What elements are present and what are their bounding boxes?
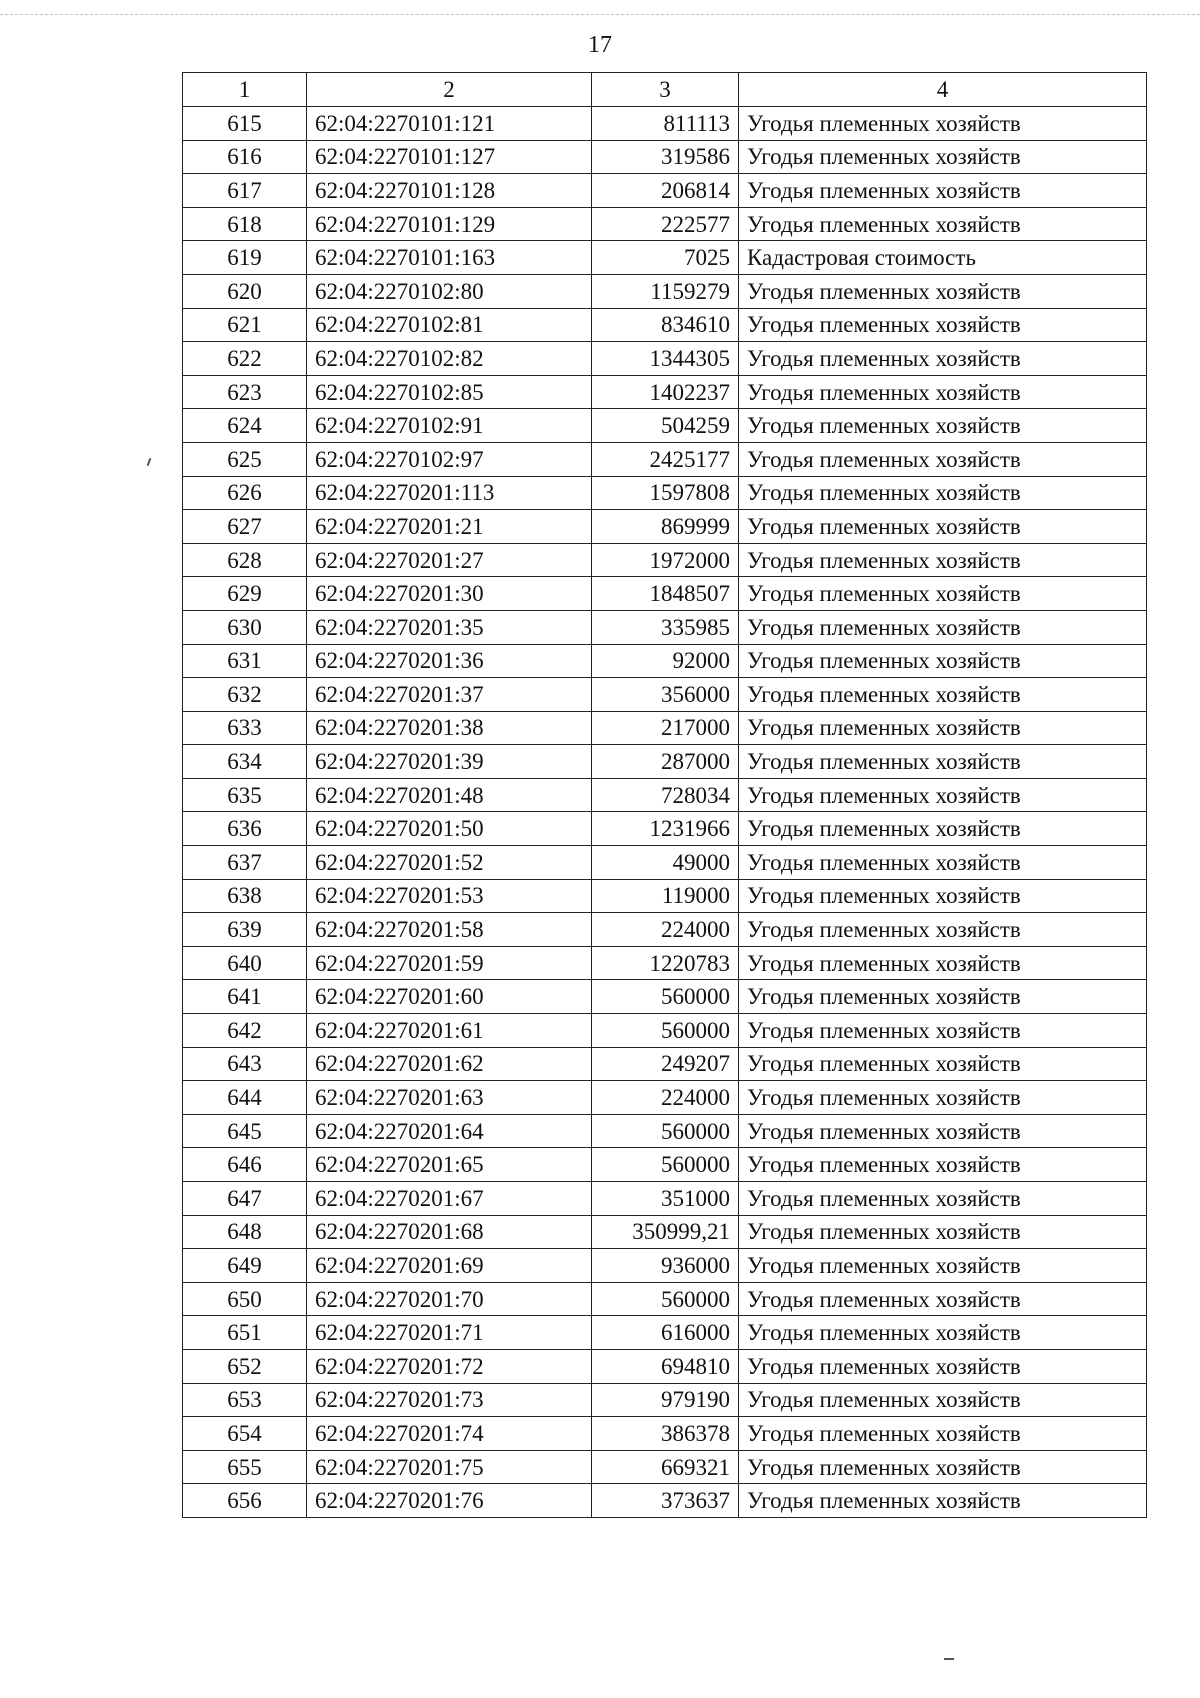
cadastral-number-cell: 62:04:2270201:35 bbox=[307, 610, 592, 644]
cadastral-number-cell: 62:04:2270201:67 bbox=[307, 1182, 592, 1216]
description-cell: Угодья племенных хозяйств bbox=[739, 1182, 1147, 1216]
column-header-2: 2 bbox=[307, 73, 592, 107]
row-number-cell: 618 bbox=[183, 207, 307, 241]
description-cell: Кадастровая стоимость bbox=[739, 241, 1147, 275]
row-number-cell: 655 bbox=[183, 1450, 307, 1484]
description-cell: Угодья племенных хозяйств bbox=[739, 1114, 1147, 1148]
cadastral-number-cell: 62:04:2270201:65 bbox=[307, 1148, 592, 1182]
description-cell: Угодья племенных хозяйств bbox=[739, 711, 1147, 745]
cadastral-number-cell: 62:04:2270101:127 bbox=[307, 140, 592, 174]
table-row bbox=[183, 1148, 1147, 1182]
value-cell: 834610 bbox=[592, 308, 739, 342]
value-cell: 224000 bbox=[592, 1081, 739, 1115]
cadastral-number-cell: 62:04:2270201:50 bbox=[307, 812, 592, 846]
table-row bbox=[183, 543, 1147, 577]
table-row bbox=[183, 1316, 1147, 1350]
scan-speck bbox=[147, 458, 152, 466]
description-cell: Угодья племенных хозяйств bbox=[739, 409, 1147, 443]
description-cell: Угодья племенных хозяйств bbox=[739, 543, 1147, 577]
row-number-cell: 624 bbox=[183, 409, 307, 443]
row-number-cell: 636 bbox=[183, 812, 307, 846]
description-cell: Угодья племенных хозяйств bbox=[739, 778, 1147, 812]
row-number-cell: 646 bbox=[183, 1148, 307, 1182]
row-number-cell: 615 bbox=[183, 107, 307, 141]
cadastral-number-cell: 62:04:2270201:39 bbox=[307, 745, 592, 779]
cadastral-number-cell: 62:04:2270101:163 bbox=[307, 241, 592, 275]
row-number-cell: 656 bbox=[183, 1484, 307, 1518]
cadastral-number-cell: 62:04:2270201:59 bbox=[307, 946, 592, 980]
description-cell: Угодья племенных хозяйств bbox=[739, 980, 1147, 1014]
description-cell: Угодья племенных хозяйств bbox=[739, 442, 1147, 476]
row-number-cell: 644 bbox=[183, 1081, 307, 1115]
description-cell: Угодья племенных хозяйств bbox=[739, 1249, 1147, 1283]
cadastral-number-cell: 62:04:2270101:121 bbox=[307, 107, 592, 141]
row-number-cell: 631 bbox=[183, 644, 307, 678]
cadastral-table bbox=[182, 72, 1147, 1518]
value-cell: 1220783 bbox=[592, 946, 739, 980]
value-cell: 49000 bbox=[592, 846, 739, 880]
row-number-cell: 640 bbox=[183, 946, 307, 980]
cadastral-number-cell: 62:04:2270101:128 bbox=[307, 174, 592, 208]
row-number-cell: 638 bbox=[183, 879, 307, 913]
table-row bbox=[183, 442, 1147, 476]
value-cell: 1597808 bbox=[592, 476, 739, 510]
description-cell: Угодья племенных хозяйств bbox=[739, 510, 1147, 544]
value-cell: 224000 bbox=[592, 913, 739, 947]
table-row bbox=[183, 913, 1147, 947]
value-cell: 979190 bbox=[592, 1383, 739, 1417]
row-number-cell: 643 bbox=[183, 1047, 307, 1081]
table-row bbox=[183, 1249, 1147, 1283]
description-cell: Угодья племенных хозяйств bbox=[739, 1417, 1147, 1451]
row-number-cell: 651 bbox=[183, 1316, 307, 1350]
description-cell: Угодья племенных хозяйств bbox=[739, 610, 1147, 644]
description-cell: Угодья племенных хозяйств bbox=[739, 1081, 1147, 1115]
value-cell: 728034 bbox=[592, 778, 739, 812]
description-cell: Угодья племенных хозяйств bbox=[739, 577, 1147, 611]
table-row bbox=[183, 1417, 1147, 1451]
table-row bbox=[183, 812, 1147, 846]
value-cell: 560000 bbox=[592, 980, 739, 1014]
description-cell: Угодья племенных хозяйств bbox=[739, 1148, 1147, 1182]
value-cell: 669321 bbox=[592, 1450, 739, 1484]
cadastral-number-cell: 62:04:2270201:48 bbox=[307, 778, 592, 812]
row-number-cell: 627 bbox=[183, 510, 307, 544]
table-row bbox=[183, 1182, 1147, 1216]
cadastral-number-cell: 62:04:2270102:81 bbox=[307, 308, 592, 342]
description-cell: Угодья племенных хозяйств bbox=[739, 879, 1147, 913]
value-cell: 560000 bbox=[592, 1148, 739, 1182]
row-number-cell: 616 bbox=[183, 140, 307, 174]
value-cell: 560000 bbox=[592, 1014, 739, 1048]
value-cell: 560000 bbox=[592, 1282, 739, 1316]
description-cell: Угодья племенных хозяйств bbox=[739, 1349, 1147, 1383]
value-cell: 1972000 bbox=[592, 543, 739, 577]
table-row bbox=[183, 1081, 1147, 1115]
value-cell: 356000 bbox=[592, 678, 739, 712]
table-header bbox=[183, 73, 1147, 107]
row-number-cell: 620 bbox=[183, 274, 307, 308]
row-number-cell: 641 bbox=[183, 980, 307, 1014]
cadastral-number-cell: 62:04:2270201:76 bbox=[307, 1484, 592, 1518]
value-cell: 249207 bbox=[592, 1047, 739, 1081]
description-cell: Угодья племенных хозяйств bbox=[739, 1282, 1147, 1316]
description-cell: Угодья племенных хозяйств bbox=[739, 913, 1147, 947]
row-number-cell: 635 bbox=[183, 778, 307, 812]
table-row bbox=[183, 778, 1147, 812]
row-number-cell: 642 bbox=[183, 1014, 307, 1048]
value-cell: 319586 bbox=[592, 140, 739, 174]
table-row bbox=[183, 140, 1147, 174]
description-cell: Угодья племенных хозяйств bbox=[739, 946, 1147, 980]
table-row bbox=[183, 342, 1147, 376]
value-cell: 92000 bbox=[592, 644, 739, 678]
value-cell: 504259 bbox=[592, 409, 739, 443]
row-number-cell: 628 bbox=[183, 543, 307, 577]
cadastral-number-cell: 62:04:2270201:69 bbox=[307, 1249, 592, 1283]
table-row bbox=[183, 879, 1147, 913]
cadastral-number-cell: 62:04:2270201:27 bbox=[307, 543, 592, 577]
cadastral-number-cell: 62:04:2270102:82 bbox=[307, 342, 592, 376]
cadastral-number-cell: 62:04:2270201:60 bbox=[307, 980, 592, 1014]
row-number-cell: 619 bbox=[183, 241, 307, 275]
row-number-cell: 632 bbox=[183, 678, 307, 712]
cadastral-number-cell: 62:04:2270201:74 bbox=[307, 1417, 592, 1451]
table-body bbox=[183, 107, 1147, 1518]
cadastral-number-cell: 62:04:2270201:30 bbox=[307, 577, 592, 611]
cadastral-number-cell: 62:04:2270201:52 bbox=[307, 846, 592, 880]
description-cell: Угодья племенных хозяйств bbox=[739, 812, 1147, 846]
table-row bbox=[183, 1215, 1147, 1249]
description-cell: Угодья племенных хозяйств bbox=[739, 308, 1147, 342]
value-cell: 350999,21 bbox=[592, 1215, 739, 1249]
value-cell: 1848507 bbox=[592, 577, 739, 611]
cadastral-number-cell: 62:04:2270102:80 bbox=[307, 274, 592, 308]
description-cell: Угодья племенных хозяйств bbox=[739, 678, 1147, 712]
row-number-cell: 653 bbox=[183, 1383, 307, 1417]
description-cell: Угодья племенных хозяйств bbox=[739, 644, 1147, 678]
row-number-cell: 654 bbox=[183, 1417, 307, 1451]
value-cell: 1344305 bbox=[592, 342, 739, 376]
value-cell: 936000 bbox=[592, 1249, 739, 1283]
description-cell: Угодья племенных хозяйств bbox=[739, 140, 1147, 174]
description-cell: Угодья племенных хозяйств bbox=[739, 1316, 1147, 1350]
cadastral-number-cell: 62:04:2270201:68 bbox=[307, 1215, 592, 1249]
table-row bbox=[183, 107, 1147, 141]
description-cell: Угодья племенных хозяйств bbox=[739, 1383, 1147, 1417]
value-cell: 694810 bbox=[592, 1349, 739, 1383]
cadastral-number-cell: 62:04:2270201:58 bbox=[307, 913, 592, 947]
cadastral-number-cell: 62:04:2270201:21 bbox=[307, 510, 592, 544]
value-cell: 1231966 bbox=[592, 812, 739, 846]
description-cell: Угодья племенных хозяйств bbox=[739, 476, 1147, 510]
header-row bbox=[183, 73, 1147, 107]
row-number-cell: 637 bbox=[183, 846, 307, 880]
cadastral-number-cell: 62:04:2270201:62 bbox=[307, 1047, 592, 1081]
value-cell: 206814 bbox=[592, 174, 739, 208]
table-row bbox=[183, 1349, 1147, 1383]
value-cell: 811113 bbox=[592, 107, 739, 141]
description-cell: Угодья племенных хозяйств bbox=[739, 207, 1147, 241]
description-cell: Угодья племенных хозяйств bbox=[739, 1047, 1147, 1081]
row-number-cell: 621 bbox=[183, 308, 307, 342]
table-row bbox=[183, 610, 1147, 644]
row-number-cell: 633 bbox=[183, 711, 307, 745]
column-header-4: 4 bbox=[739, 73, 1147, 107]
value-cell: 386378 bbox=[592, 1417, 739, 1451]
value-cell: 222577 bbox=[592, 207, 739, 241]
cadastral-number-cell: 62:04:2270102:85 bbox=[307, 375, 592, 409]
row-number-cell: 645 bbox=[183, 1114, 307, 1148]
table-row bbox=[183, 308, 1147, 342]
description-cell: Угодья племенных хозяйств bbox=[739, 1484, 1147, 1518]
cadastral-number-cell: 62:04:2270201:61 bbox=[307, 1014, 592, 1048]
table-row bbox=[183, 1282, 1147, 1316]
table-row bbox=[183, 241, 1147, 275]
row-number-cell: 617 bbox=[183, 174, 307, 208]
value-cell: 7025 bbox=[592, 241, 739, 275]
table-row bbox=[183, 174, 1147, 208]
table-row bbox=[183, 409, 1147, 443]
scan-speck bbox=[944, 1658, 954, 1660]
cadastral-number-cell: 62:04:2270201:36 bbox=[307, 644, 592, 678]
row-number-cell: 626 bbox=[183, 476, 307, 510]
row-number-cell: 649 bbox=[183, 1249, 307, 1283]
table-row bbox=[183, 476, 1147, 510]
table-row bbox=[183, 1114, 1147, 1148]
table-row bbox=[183, 1014, 1147, 1048]
table-row bbox=[183, 1047, 1147, 1081]
cadastral-number-cell: 62:04:2270201:73 bbox=[307, 1383, 592, 1417]
page-number: 17 bbox=[588, 32, 612, 58]
table-row bbox=[183, 980, 1147, 1014]
table-row bbox=[183, 946, 1147, 980]
table-row bbox=[183, 745, 1147, 779]
table-row bbox=[183, 207, 1147, 241]
cadastral-number-cell: 62:04:2270201:72 bbox=[307, 1349, 592, 1383]
row-number-cell: 639 bbox=[183, 913, 307, 947]
description-cell: Угодья племенных хозяйств bbox=[739, 342, 1147, 376]
description-cell: Угодья племенных хозяйств bbox=[739, 107, 1147, 141]
scan-artifact-line bbox=[0, 14, 1200, 15]
column-header-1: 1 bbox=[183, 73, 307, 107]
value-cell: 335985 bbox=[592, 610, 739, 644]
cadastral-number-cell: 62:04:2270102:97 bbox=[307, 442, 592, 476]
table-row bbox=[183, 510, 1147, 544]
value-cell: 351000 bbox=[592, 1182, 739, 1216]
value-cell: 1402237 bbox=[592, 375, 739, 409]
table-row bbox=[183, 1450, 1147, 1484]
description-cell: Угодья племенных хозяйств bbox=[739, 1450, 1147, 1484]
description-cell: Угодья племенных хозяйств bbox=[739, 745, 1147, 779]
row-number-cell: 648 bbox=[183, 1215, 307, 1249]
cadastral-number-cell: 62:04:2270201:37 bbox=[307, 678, 592, 712]
value-cell: 869999 bbox=[592, 510, 739, 544]
cadastral-number-cell: 62:04:2270201:53 bbox=[307, 879, 592, 913]
row-number-cell: 647 bbox=[183, 1182, 307, 1216]
value-cell: 287000 bbox=[592, 745, 739, 779]
table-row bbox=[183, 644, 1147, 678]
description-cell: Угодья племенных хозяйств bbox=[739, 1215, 1147, 1249]
value-cell: 616000 bbox=[592, 1316, 739, 1350]
description-cell: Угодья племенных хозяйств bbox=[739, 1014, 1147, 1048]
table-row bbox=[183, 1484, 1147, 1518]
value-cell: 217000 bbox=[592, 711, 739, 745]
value-cell: 119000 bbox=[592, 879, 739, 913]
table-row bbox=[183, 711, 1147, 745]
cadastral-number-cell: 62:04:2270201:70 bbox=[307, 1282, 592, 1316]
description-cell: Угодья племенных хозяйств bbox=[739, 846, 1147, 880]
table-row bbox=[183, 577, 1147, 611]
cadastral-number-cell: 62:04:2270201:63 bbox=[307, 1081, 592, 1115]
table-row bbox=[183, 846, 1147, 880]
column-header-3: 3 bbox=[592, 73, 739, 107]
cadastral-number-cell: 62:04:2270101:129 bbox=[307, 207, 592, 241]
cadastral-number-cell: 62:04:2270201:38 bbox=[307, 711, 592, 745]
table-row bbox=[183, 1383, 1147, 1417]
cadastral-number-cell: 62:04:2270201:75 bbox=[307, 1450, 592, 1484]
cadastral-number-cell: 62:04:2270201:71 bbox=[307, 1316, 592, 1350]
value-cell: 2425177 bbox=[592, 442, 739, 476]
value-cell: 373637 bbox=[592, 1484, 739, 1518]
row-number-cell: 652 bbox=[183, 1349, 307, 1383]
table-row bbox=[183, 375, 1147, 409]
cadastral-number-cell: 62:04:2270201:64 bbox=[307, 1114, 592, 1148]
cadastral-number-cell: 62:04:2270201:113 bbox=[307, 476, 592, 510]
row-number-cell: 622 bbox=[183, 342, 307, 376]
cadastral-number-cell: 62:04:2270102:91 bbox=[307, 409, 592, 443]
row-number-cell: 650 bbox=[183, 1282, 307, 1316]
description-cell: Угодья племенных хозяйств bbox=[739, 174, 1147, 208]
description-cell: Угодья племенных хозяйств bbox=[739, 375, 1147, 409]
value-cell: 1159279 bbox=[592, 274, 739, 308]
row-number-cell: 623 bbox=[183, 375, 307, 409]
table-row bbox=[183, 274, 1147, 308]
row-number-cell: 629 bbox=[183, 577, 307, 611]
row-number-cell: 630 bbox=[183, 610, 307, 644]
description-cell: Угодья племенных хозяйств bbox=[739, 274, 1147, 308]
value-cell: 560000 bbox=[592, 1114, 739, 1148]
row-number-cell: 634 bbox=[183, 745, 307, 779]
table-row bbox=[183, 678, 1147, 712]
row-number-cell: 625 bbox=[183, 442, 307, 476]
